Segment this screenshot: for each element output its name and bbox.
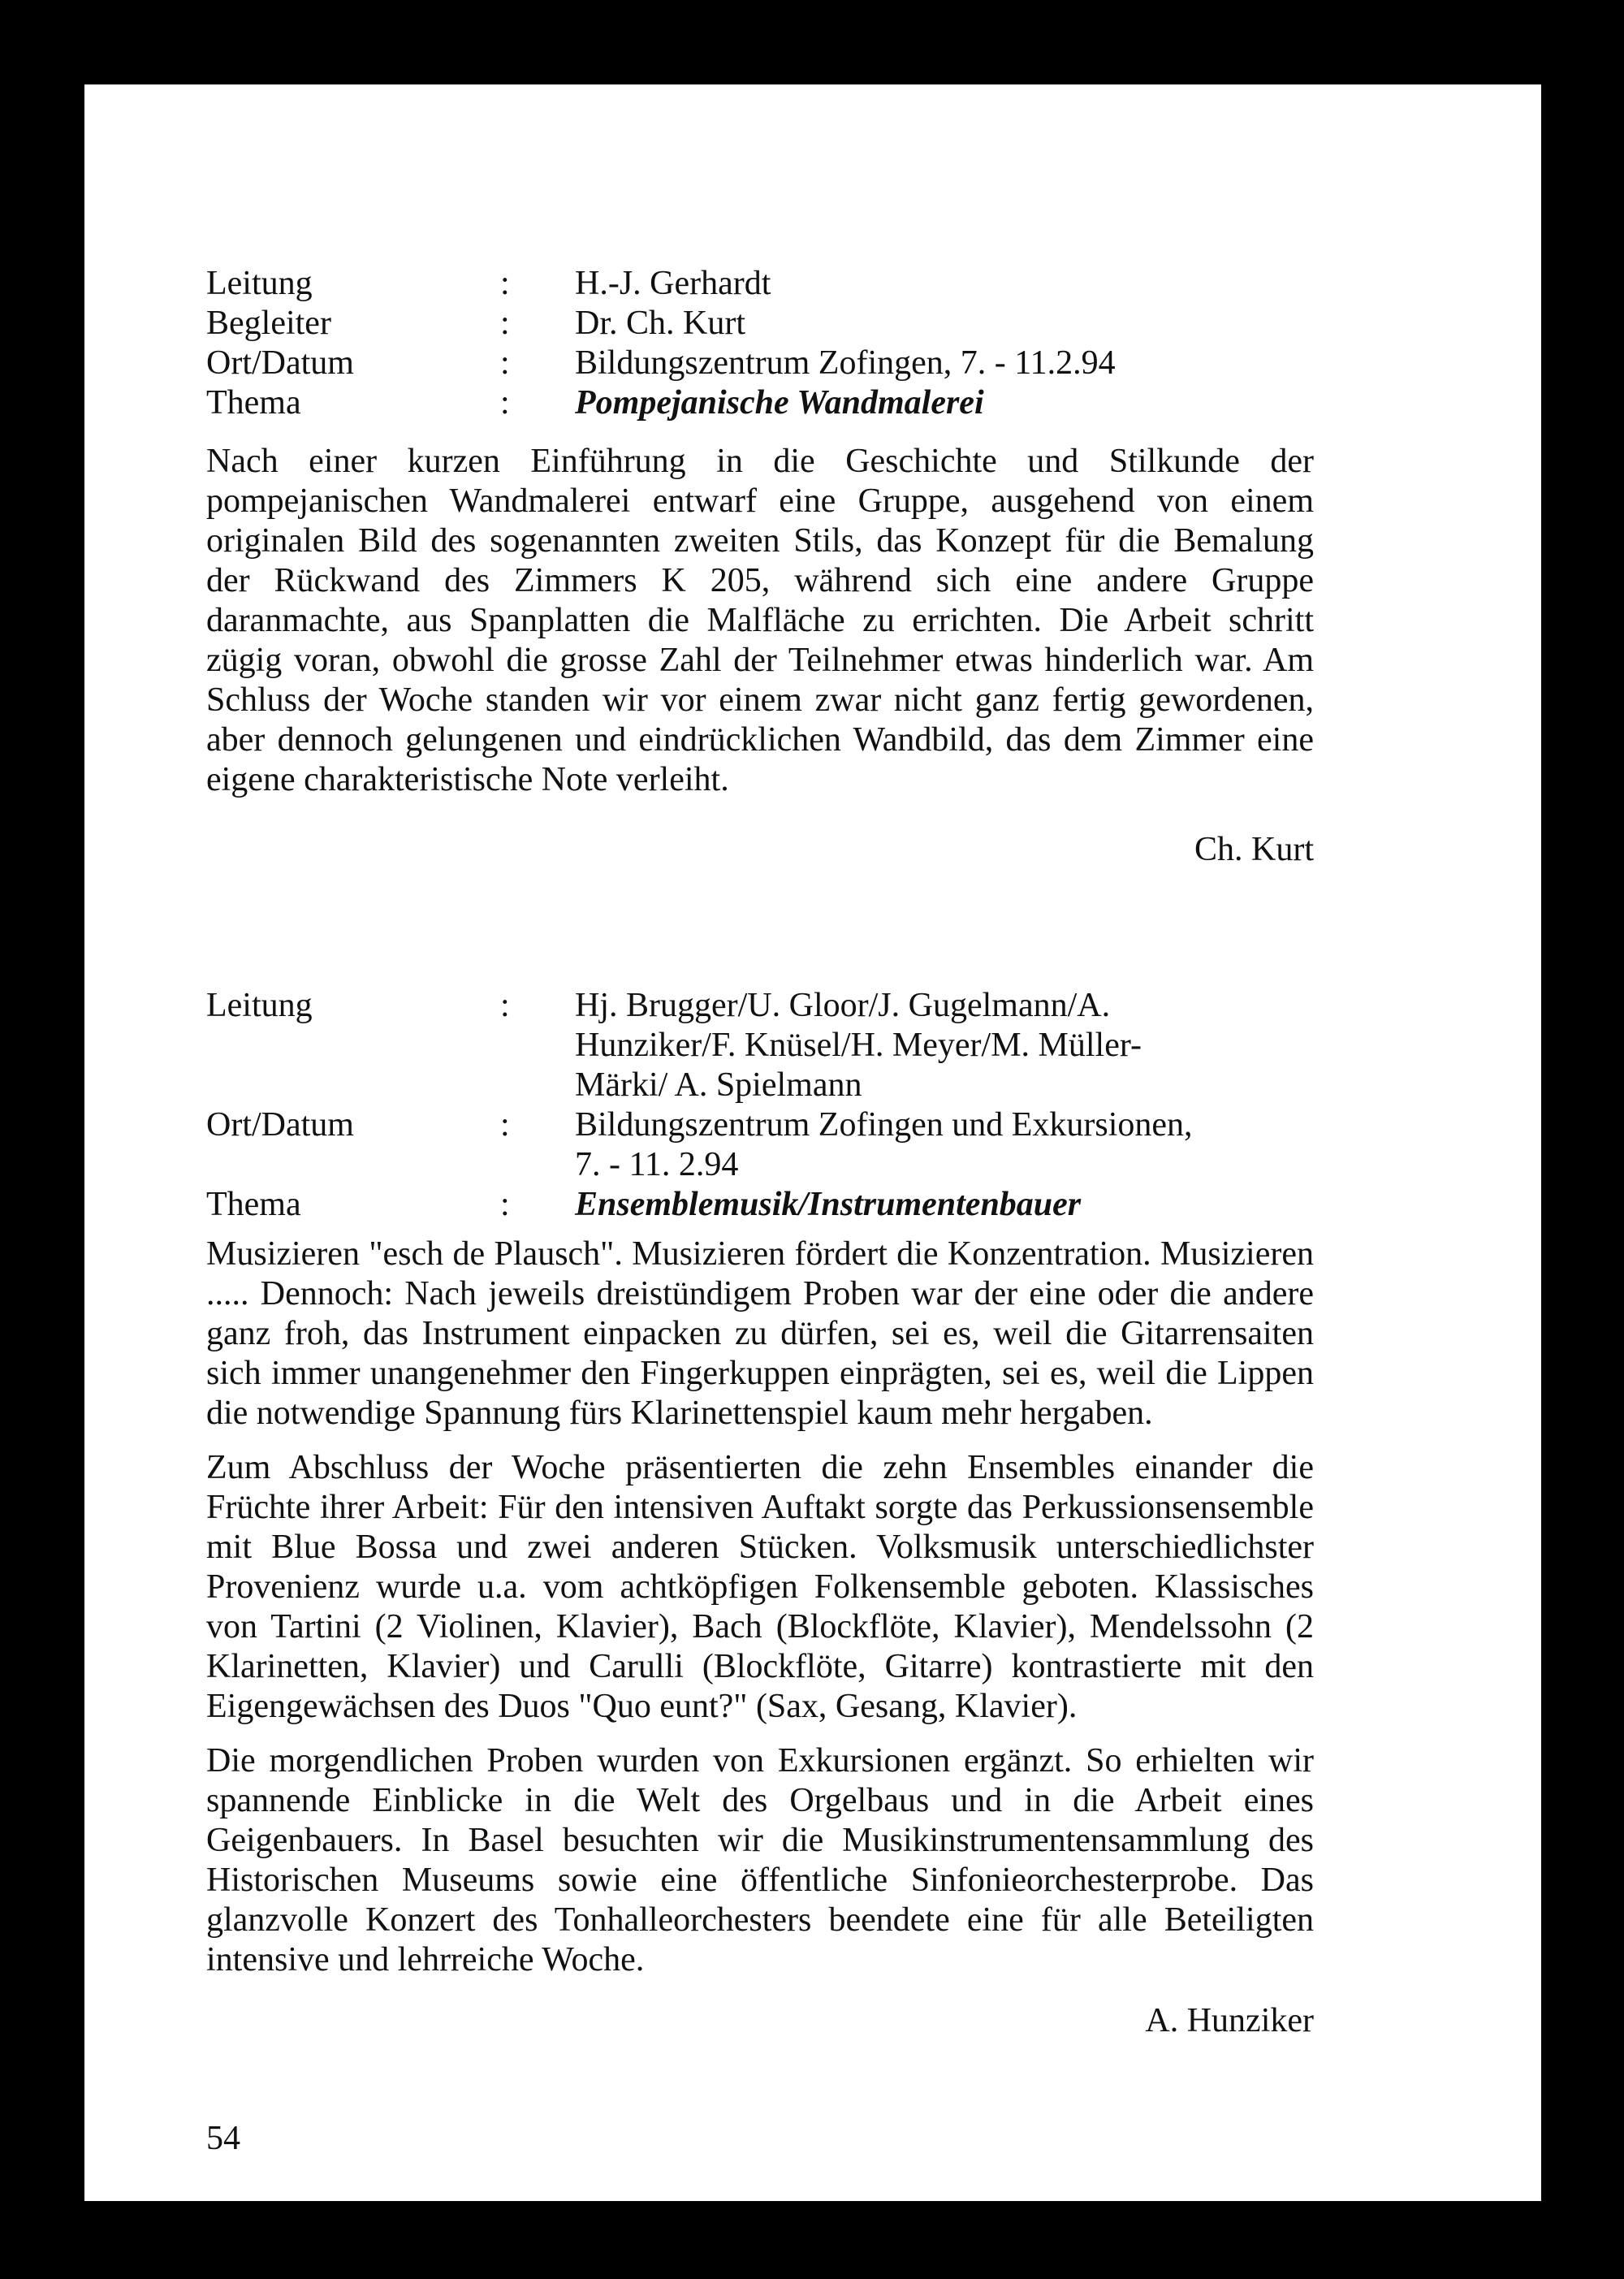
- paragraph: Nach einer kurzen Einführung in die Geschichte und Stilkunde der pompejanischen Wandmalerei entwarf eine Gruppe, ausgehend von einem originalen Bild des sogenannten zweiten Stils, das Konzept für die Bemalung der Rückwand des Zimmers K 205, während sich eine andere Gruppe daranmachte, aus Spanplatten die Malfläche zu errichten. Die Arbeit schritt zügig voran, obwohl die grosse Zahl der Teilnehmer etwas hinderlich war. Am Schluss der Woche standen wir vor einem zwar nicht ganz fertig gewordenen, aber dennoch gelungenen und eindrücklichen Wandbild, das dem Zimmer eine eigene charakteristische Note verleiht.: [206, 443, 1314, 798]
- course-meta-2: [206, 986, 1314, 1225]
- meta-row-leitung: [206, 264, 1314, 304]
- report-body-1: [206, 442, 1314, 815]
- author-signature-2: A. Hunziker: [1145, 2002, 1314, 2039]
- meta-row-begleiter: [206, 304, 1314, 344]
- document-page: [84, 84, 1541, 2201]
- meta-label: Thema: [206, 384, 301, 422]
- meta-colon: :: [500, 265, 510, 302]
- report-body-2: [206, 1235, 1314, 1995]
- meta-label: Leitung: [206, 987, 313, 1024]
- paragraph: Die morgendlichen Proben wurden von Exkursionen ergänzt. So erhielten wir spannende Einblicke in die Welt des Orgelbaus und in die Arbeit eines Geigenbauers. In Basel besuchten wir die Musikinstrumentensammlung des Historischen Museums sowie eine öffentliche Sinfonieorchesterprobe. Das glanzvolle Konzert des Tonhalleorchesters beendete eine für alle Beteiligten intensive und lehrreiche Woche.: [206, 1742, 1314, 1978]
- course-meta-1: [206, 264, 1314, 423]
- meta-label: Leitung: [206, 265, 313, 302]
- meta-label: Thema: [206, 1186, 301, 1223]
- meta-row-thema: [206, 383, 1314, 423]
- meta-colon: :: [500, 384, 510, 422]
- meta-row-ort-datum: [206, 1105, 1314, 1185]
- page-number: 54: [206, 2120, 240, 2157]
- meta-value-leitung: Hj. Brugger/U. Gloor/J. Gugelmann/A. Hunziker/F. Knüsel/H. Meyer/M. Müller-Märki/ A. Spielmann: [575, 987, 1142, 1104]
- author-signature-1: Ch. Kurt: [1194, 831, 1314, 868]
- meta-row-ort-datum: [206, 344, 1314, 383]
- meta-row-thema: [206, 1185, 1314, 1225]
- meta-value-leitung: H.-J. Gerhardt: [575, 265, 771, 302]
- meta-colon: :: [500, 987, 510, 1024]
- meta-colon: :: [500, 1186, 510, 1223]
- meta-colon: :: [500, 344, 510, 382]
- meta-value-ort-datum: Bildungszentrum Zofingen, 7. - 11.2.94: [575, 344, 1116, 382]
- meta-value-ort-datum: Bildungszentrum Zofingen und Exkursionen, 7. - 11. 2.94: [575, 1106, 1193, 1183]
- meta-value-thema: Ensemblemusik/Instrumentenbauer: [575, 1186, 1082, 1223]
- meta-row-leitung: [206, 986, 1314, 1105]
- meta-label: Ort/Datum: [206, 344, 354, 382]
- meta-colon: :: [500, 1106, 510, 1144]
- meta-label: Begleiter: [206, 305, 331, 342]
- meta-label: Ort/Datum: [206, 1106, 354, 1144]
- meta-value-thema: Pompejanische Wandmalerei: [575, 384, 984, 422]
- meta-value-begleiter: Dr. Ch. Kurt: [575, 305, 745, 342]
- meta-colon: :: [500, 305, 510, 342]
- paragraph: Musizieren "esch de Plausch". Musizieren fördert die Konzentration. Musizieren ..... Dennoch: Nach jeweils dreistündigem Proben war der eine oder die andere ganz froh, das Instrument einpacken zu dürfen, sei es, weil die Gitarrensaiten sich immer unangenehmer den Fingerkuppen einprägten, sei es, weil die Lippen die notwendige Spannung fürs Klarinettenspiel kaum mehr hergaben.: [206, 1235, 1314, 1432]
- paragraph: Zum Abschluss der Woche präsentierten die zehn Ensembles einander die Früchte ihrer Arbeit: Für den intensiven Auftakt sorgte das Perkussionsensemble mit Blue Bossa und zwei anderen Stücken. Volksmusik unterschiedlichster Provenienz wurde u.a. vom achtköpfigen Folkensemble geboten. Klassisches von Tartini (2 Violinen, Klavier), Bach (Blockflöte, Klavier), Mendelssohn (2 Klarinetten, Klavier) und Carulli (Blockflöte, Gitarre) kontrastierte mit den Eigengewächsen des Duos "Quo eunt?" (Sax, Gesang, Klavier).: [206, 1449, 1314, 1725]
